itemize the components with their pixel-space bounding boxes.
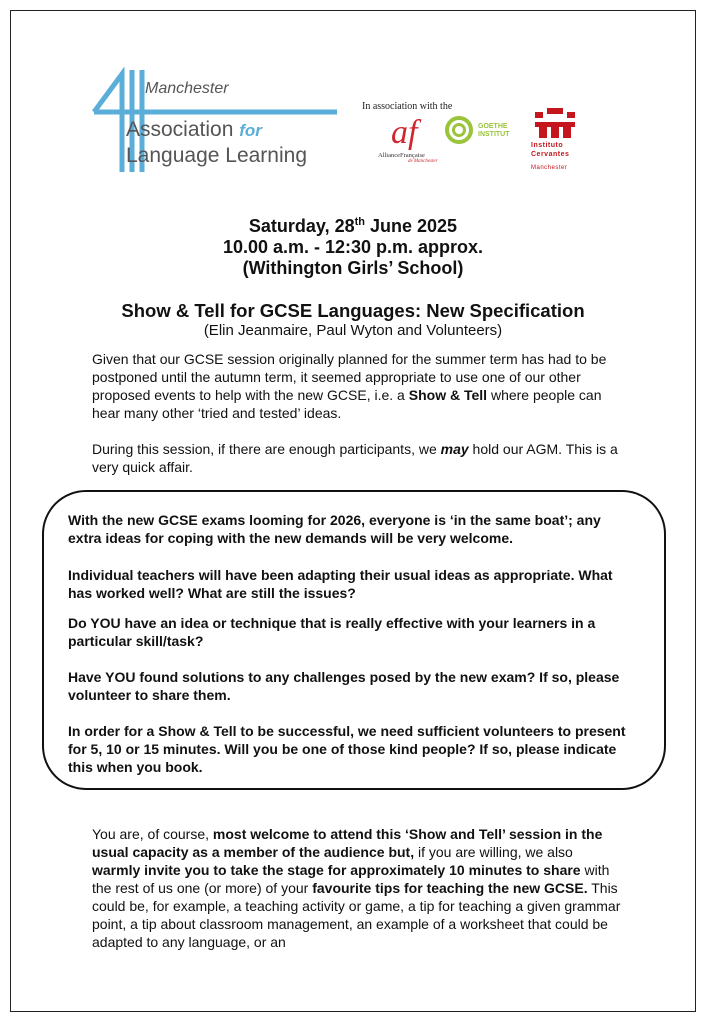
goethe-institut-logo: GOETHE INSTITUT xyxy=(445,116,515,148)
event-details xyxy=(0,212,706,279)
closing-paragraph: You are, of course, most welcome to attend this ‘Show and Tell’ session in the usual capacity as a member of the audience but, if you are willing, we also warmly invite you to take the stage for approximately 10 minutes to share with the rest of us one (or more) of your favourite tips for teaching the new GCSE. This could be, for example, a teaching activity or game, a tip for teaching a given grammar point, a tip about classroom management, an example of a worksheet that could be adapted to any language, or an xyxy=(92,826,621,950)
af-name: AllianceFrançaise xyxy=(378,152,425,159)
logo-line2: Language Learning xyxy=(126,144,308,167)
callout-item: In order for a Show & Tell to be successful, we need sufficient volunteers to present for 5, 10 or 15 minutes. Will you be one of those kind people? If so, please indicate this when you book. xyxy=(68,723,626,775)
event-time: 10.00 a.m. - 12:30 p.m. approx. xyxy=(222,237,484,257)
callout-item: Do YOU have an idea or technique that is really effective with your learners in a particular skill/task? xyxy=(68,615,596,649)
logo-line1: Association for xyxy=(126,118,262,141)
association-note: In association with the xyxy=(362,101,453,112)
cervantes-mark-icon xyxy=(533,108,577,138)
logo-city: Manchester xyxy=(145,80,229,97)
presenters: (Elin Jeanmaire, Paul Wyton and Volunteers) xyxy=(203,322,503,339)
callout-item: With the new GCSE exams looming for 2026, everyone is ‘in the same boat’; any extra ideas for coping with the new demands will be very welcome. xyxy=(68,512,601,546)
instituto-cervantes-logo: Instituto Cervantes Manchester xyxy=(528,108,584,176)
af-mark: af xyxy=(391,114,418,151)
alliance-francaise-logo xyxy=(378,116,438,168)
af-sub: de Manchester xyxy=(408,159,438,164)
event-venue: (Withington Girls’ School) xyxy=(242,258,464,278)
agm-paragraph: During this session, if there are enough participants, we may hold our AGM. This is a very quick affair. xyxy=(92,441,618,475)
callout-item: Individual teachers will have been adapting their usual ideas as appropriate. What has worked well? What are still the issues? xyxy=(68,567,613,601)
session-title: Show & Tell for GCSE Languages: New Specification xyxy=(121,300,585,321)
intro-paragraph: Given that our GCSE session originally planned for the summer term has had to be postponed until the autumn term, it seemed appropriate to use one of our other proposed events to help with the new GCSE, i.e. a Show & Tell where people can hear many other ‘tried and tested’ ideas. xyxy=(92,351,607,421)
event-date: Saturday, 28th June 2025 xyxy=(248,216,458,236)
callout-item: Have YOU found solutions to any challenges posed by the new exam? If so, please volunteer to share them. xyxy=(68,669,620,703)
